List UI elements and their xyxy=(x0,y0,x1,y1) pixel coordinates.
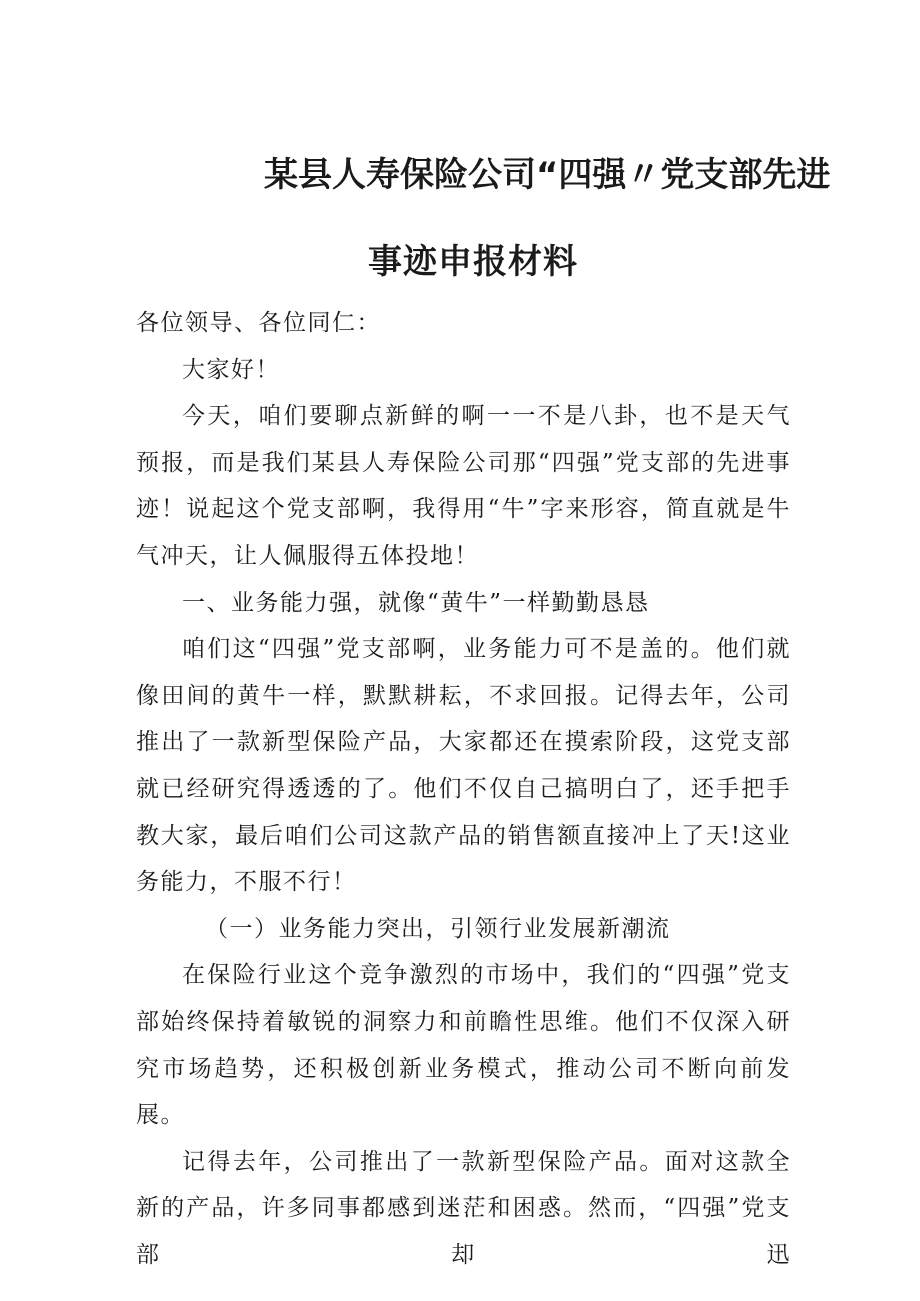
greeting: 大家好！ xyxy=(182,356,280,383)
section-1-paragraph: 咱们这“四强”党支部啊，业务能力可不是盖的。他们就像田间的黄牛一样，默默耕耘，不求回报。记得去年，公司推出了一款新型保险产品，大家都还在摸索阶段，这党支部就已经研究得透透的了。他们不仅自己搞明白了，还手把手教大家，最后咱们公司这款产品的销售额直接冲上了天!这业务能力，不服不行！ xyxy=(136,636,791,896)
document-title-line-1: 某县人寿保险公司“四强〃党支部先进 xyxy=(264,155,831,195)
subsection-1-paragraph-2: 记得去年，公司推出了一款新型保险产品。面对这款全新的产品，许多同事都感到迷茫和困惑。然而，“四强”党支部却迅 xyxy=(136,1148,791,1268)
subsection-1-heading: （一）业务能力突出，引领行业发展新潮流 xyxy=(205,915,671,942)
subsection-1-paragraph-1: 在保险行业这个竞争激烈的市场中，我们的“四强”党支部始终保持着敏锐的洞察力和前瞻性思维。他们不仅深入研究市场趋势，还积极创新业务模式，推动公司不断向前发展。 xyxy=(136,962,791,1129)
section-1-heading: 一、业务能力强，就像“黄牛”一样勤勤恳恳 xyxy=(182,589,650,616)
salutation: 各位领导、各位同仁： xyxy=(136,310,381,336)
document-title-line-2: 事迹申报材料 xyxy=(368,242,578,282)
intro-paragraph: 今天，咱们要聊点新鲜的啊一一不是八卦，也不是天气预报，而是我们某县人寿保险公司那“四强”党支部的先进事迹！说起这个党支部啊，我得用“牛”字来形容，简直就是牛气冲天，让人佩服得五体投地！ xyxy=(136,403,791,569)
document-body xyxy=(136,300,791,1278)
